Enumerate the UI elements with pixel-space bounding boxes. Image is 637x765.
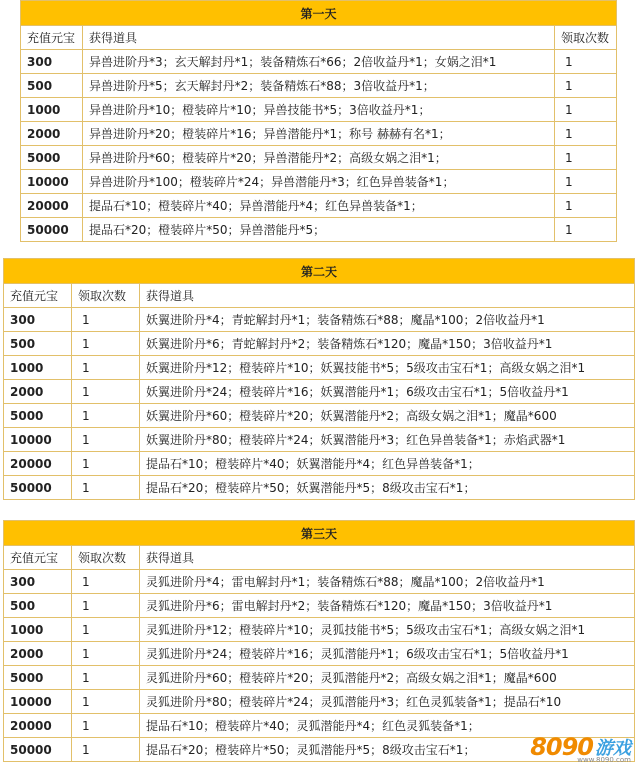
items-cell: 妖翼进阶丹*24；橙装碎片*16；妖翼潜能丹*1；6级攻击宝石*1；5倍收益丹*1 [140,380,635,404]
items-cell: 灵狐进阶丹*6；雷电解封丹*2；装备精炼石*120；魔晶*150；3倍收益丹*1 [140,594,635,618]
items-cell: 异兽进阶丹*60；橙装碎片*20；异兽潜能丹*2；高级女娲之泪*1； [83,146,555,170]
count-cell: 1 [555,122,617,146]
count-cell: 1 [72,476,140,500]
day1-title: 第一天 [21,1,617,26]
count-cell: 1 [72,308,140,332]
items-cell: 灵狐进阶丹*60；橙装碎片*20；灵狐潜能丹*2；高级女娲之泪*1；魔晶*600 [140,666,635,690]
amount-cell: 10000 [4,690,72,714]
count-cell: 1 [555,74,617,98]
header-count: 领取次数 [72,546,140,570]
items-cell: 妖翼进阶丹*80；橙装碎片*24；妖翼潜能丹*3；红色异兽装备*1；赤焰武器*1 [140,428,635,452]
day3-table [3,520,635,762]
day2-table [3,258,635,500]
header-amount: 充值元宝 [4,546,72,570]
site-logo [530,733,631,764]
table-row [4,404,635,428]
count-cell: 1 [72,666,140,690]
count-cell: 1 [555,98,617,122]
amount-cell: 300 [4,308,72,332]
count-cell: 1 [72,714,140,738]
header-amount: 充值元宝 [21,26,83,50]
count-cell: 1 [555,218,617,242]
items-cell: 提品石*10；橙装碎片*40；异兽潜能丹*4；红色异兽装备*1； [83,194,555,218]
table-row [4,308,635,332]
amount-cell: 20000 [21,194,83,218]
amount-cell: 1000 [21,98,83,122]
header-items: 获得道具 [140,546,635,570]
table-row [21,50,617,74]
count-cell: 1 [72,642,140,666]
count-cell: 1 [555,50,617,74]
count-cell: 1 [555,194,617,218]
table-row [21,74,617,98]
amount-cell: 50000 [21,218,83,242]
day2-title: 第二天 [4,259,635,284]
count-cell: 1 [72,594,140,618]
amount-cell: 500 [4,594,72,618]
items-cell: 妖翼进阶丹*60；橙装碎片*20；妖翼潜能丹*2；高级女娲之泪*1；魔晶*600 [140,404,635,428]
amount-cell: 2000 [4,380,72,404]
amount-cell: 500 [21,74,83,98]
amount-cell: 300 [4,570,72,594]
table-row [21,194,617,218]
amount-cell: 500 [4,332,72,356]
day3-title: 第三天 [4,521,635,546]
header-count: 领取次数 [555,26,617,50]
table-row [21,218,617,242]
table-row [4,452,635,476]
count-cell: 1 [72,428,140,452]
count-cell: 1 [72,404,140,428]
table-row [4,380,635,404]
items-cell: 妖翼进阶丹*6；青蛇解封丹*2；装备精炼石*120；魔晶*150；3倍收益丹*1 [140,332,635,356]
count-cell: 1 [72,738,140,762]
table-row [21,146,617,170]
header-items: 获得道具 [83,26,555,50]
amount-cell: 50000 [4,738,72,762]
items-cell: 异兽进阶丹*5；玄天解封丹*2；装备精炼石*88；3倍收益丹*1； [83,74,555,98]
items-cell: 灵狐进阶丹*4；雷电解封丹*1；装备精炼石*88；魔晶*100；2倍收益丹*1 [140,570,635,594]
amount-cell: 2000 [21,122,83,146]
amount-cell: 300 [21,50,83,74]
count-cell: 1 [72,690,140,714]
amount-cell: 1000 [4,618,72,642]
amount-cell: 50000 [4,476,72,500]
amount-cell: 10000 [21,170,83,194]
items-cell: 提品石*20；橙装碎片*50；妖翼潜能丹*5；8级攻击宝石*1； [140,476,635,500]
amount-cell: 20000 [4,452,72,476]
items-cell: 灵狐进阶丹*12；橙装碎片*10；灵狐技能书*5；5级攻击宝石*1；高级女娲之泪*1 [140,618,635,642]
items-cell: 妖翼进阶丹*4；青蛇解封丹*1；装备精炼石*88；魔晶*100；2倍收益丹*1 [140,308,635,332]
logo-url: www.8090.com [577,756,631,764]
count-cell: 1 [72,332,140,356]
items-cell: 异兽进阶丹*3；玄天解封丹*1；装备精炼石*66；2倍收益丹*1；女娲之泪*1 [83,50,555,74]
count-cell: 1 [72,380,140,404]
header-count: 领取次数 [72,284,140,308]
items-cell: 异兽进阶丹*20；橙装碎片*16；异兽潜能丹*1；称号 赫赫有名*1； [83,122,555,146]
table-row [4,476,635,500]
table-row [4,332,635,356]
table-row [21,98,617,122]
amount-cell: 10000 [4,428,72,452]
table-row [4,570,635,594]
count-cell: 1 [72,356,140,380]
count-cell: 1 [72,452,140,476]
items-cell: 提品石*10；橙装碎片*40；妖翼潜能丹*4；红色异兽装备*1； [140,452,635,476]
table-row [4,690,635,714]
day1-header-row [21,26,617,50]
table-row [4,428,635,452]
count-cell: 1 [72,618,140,642]
logo-text: 游戏 [595,738,631,759]
table-row [4,642,635,666]
count-cell: 1 [555,146,617,170]
table-row [4,666,635,690]
count-cell: 1 [72,570,140,594]
items-cell: 异兽进阶丹*10；橙装碎片*10；异兽技能书*5；3倍收益丹*1； [83,98,555,122]
day1-table [20,0,617,242]
count-cell: 1 [555,170,617,194]
items-cell: 灵狐进阶丹*24；橙装碎片*16；灵狐潜能丹*1；6级攻击宝石*1；5倍收益丹*1 [140,642,635,666]
amount-cell: 5000 [4,404,72,428]
table-row [4,618,635,642]
amount-cell: 1000 [4,356,72,380]
header-items: 获得道具 [140,284,635,308]
items-cell: 提品石*10；橙装碎片*40；灵狐潜能丹*4；红色灵狐装备*1； [140,714,635,738]
items-cell: 提品石*20；橙装碎片*50；异兽潜能丹*5； [83,218,555,242]
day2-header-row [4,284,635,308]
items-cell: 异兽进阶丹*100；橙装碎片*24；异兽潜能丹*3；红色异兽装备*1； [83,170,555,194]
amount-cell: 20000 [4,714,72,738]
header-amount: 充值元宝 [4,284,72,308]
logo-numbers: 8090 [530,733,593,761]
table-row [21,170,617,194]
day3-header-row [4,546,635,570]
amount-cell: 5000 [21,146,83,170]
table-row [21,122,617,146]
items-cell: 提品石*20；橙装碎片*50；灵狐潜能丹*5；8级攻击宝石*1； [140,738,635,762]
table-row [4,594,635,618]
items-cell: 灵狐进阶丹*80；橙装碎片*24；灵狐潜能丹*3；红色灵狐装备*1；提品石*10 [140,690,635,714]
items-cell: 妖翼进阶丹*12；橙装碎片*10；妖翼技能书*5；5级攻击宝石*1；高级女娲之泪*1 [140,356,635,380]
amount-cell: 2000 [4,642,72,666]
table-row [4,356,635,380]
amount-cell: 5000 [4,666,72,690]
